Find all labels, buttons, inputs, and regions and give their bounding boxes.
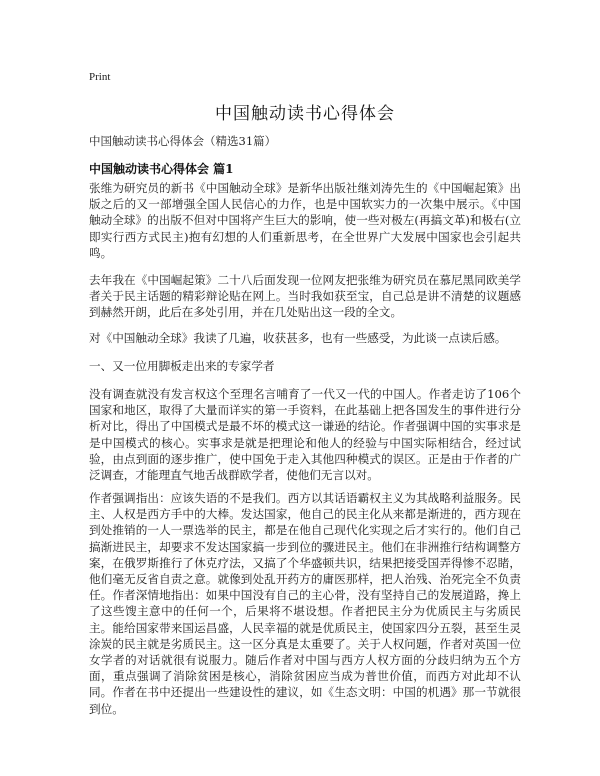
print-label[interactable]: Print [89,71,111,83]
paragraph-intro: 张维为研究员的新书《中国触动全球》是新华出版社继刘涛先生的《中国崛起策》出版之后的又一部增强全国人民信心的力作，也是中国软实力的一次集中展示。《中国触动全球》的出版不但对中国将产生巨大的影响，使一些对极左(再搞文革)和极右(立即实行西方式民主)抱有幻想的人们重新思考，在全世界广大发展中国家也会引起共鸣。 [89,181,521,260]
paragraph-background: 去年我在《中国崛起策》二十八后面发现一位网友把张维为研究员在慕尼黑同欧美学者关于民主话题的精彩辩论贴在网上。当时我如获至宝，自己总是讲不清楚的议题感到赫然开朗，此后在多处引用，并在几处贴出这一段的全文。 [89,273,521,320]
subtitle: 中国触动读书心得体会（精选31篇） [89,134,277,148]
paragraph-research: 没有调查就没有发言权这个至理名言哺育了一代又一代的中国人。作者走访了106个国家和地区，取得了大量而详实的第一手资料，在此基础上把各国发生的事件进行分析对比，得出了中国模式是最不坏的模式这一谦逊的结论。作者强调中国的实事求是是中国模式的核心。实事求是就是把理论和他人的经验与中国实际相结合，经过试验，由点到面的逐步推广，使中国免于走入其他四种模式的误区。正是由于作者的广泛调查，才能理直气地舌战群欧学者，使他们无言以对。 [89,387,521,483]
paragraph-democracy: 作者强调指出：应该失语的不是我们。西方以其话语霸权主义为其战略利益服务。民主、人权是西方手中的大棒。发达国家，他自己的民主化从来都是渐进的，西方现在到处推销的一人一票选举的民主，都是在他自己现代化实现之后才实行的。他们自己搞渐进民主，却要求不发达国家搞一步到位的骤进民主。他们在非洲推行结构调整方案，在俄罗斯推行了休克疗法，又搞了个华盛顿共识，结果把接受国弄得惨不忍睹，他们毫无反省自责之意。就像到处乱开药方的庸医那样，把人治残、治死完全不负责任。作者深情地指出：如果中国没有自己的主心骨，没有坚持自己的发展道路，搀上了这些馊主意中的任何一个，后果将不堪设想。作者把民主分为优质民主与劣质民主。能给国家带来国运昌盛，人民幸福的就是优质民主，使国家四分五裂，甚至生灵涂炭的民主就是劣质民主。这一区分真是太重要了。关于人权问题，作者对英国一位女学者的对话就很有说服力。随后作者对中国与西方人权方面的分歧归纳为五个方面，重点强调了消除贫困是核心，消除贫困应当成为普世价值，而西方对此却不认同。作者在书中还提出一些建设性的建议，如《生态文明：中国的机遇》那一节就很到位。 [89,491,521,716]
section-heading: 中国触动读书心得体会 篇1 [89,162,234,176]
subsection-heading: 一、又一位用脚板走出来的专家学者 [89,359,275,373]
paragraph-reading-note: 对《中国触动全球》我读了几遍，收获甚多，也有一些感受，为此谈一点读后感。 [89,331,507,345]
page-title: 中国触动读书心得体会 [215,104,395,124]
